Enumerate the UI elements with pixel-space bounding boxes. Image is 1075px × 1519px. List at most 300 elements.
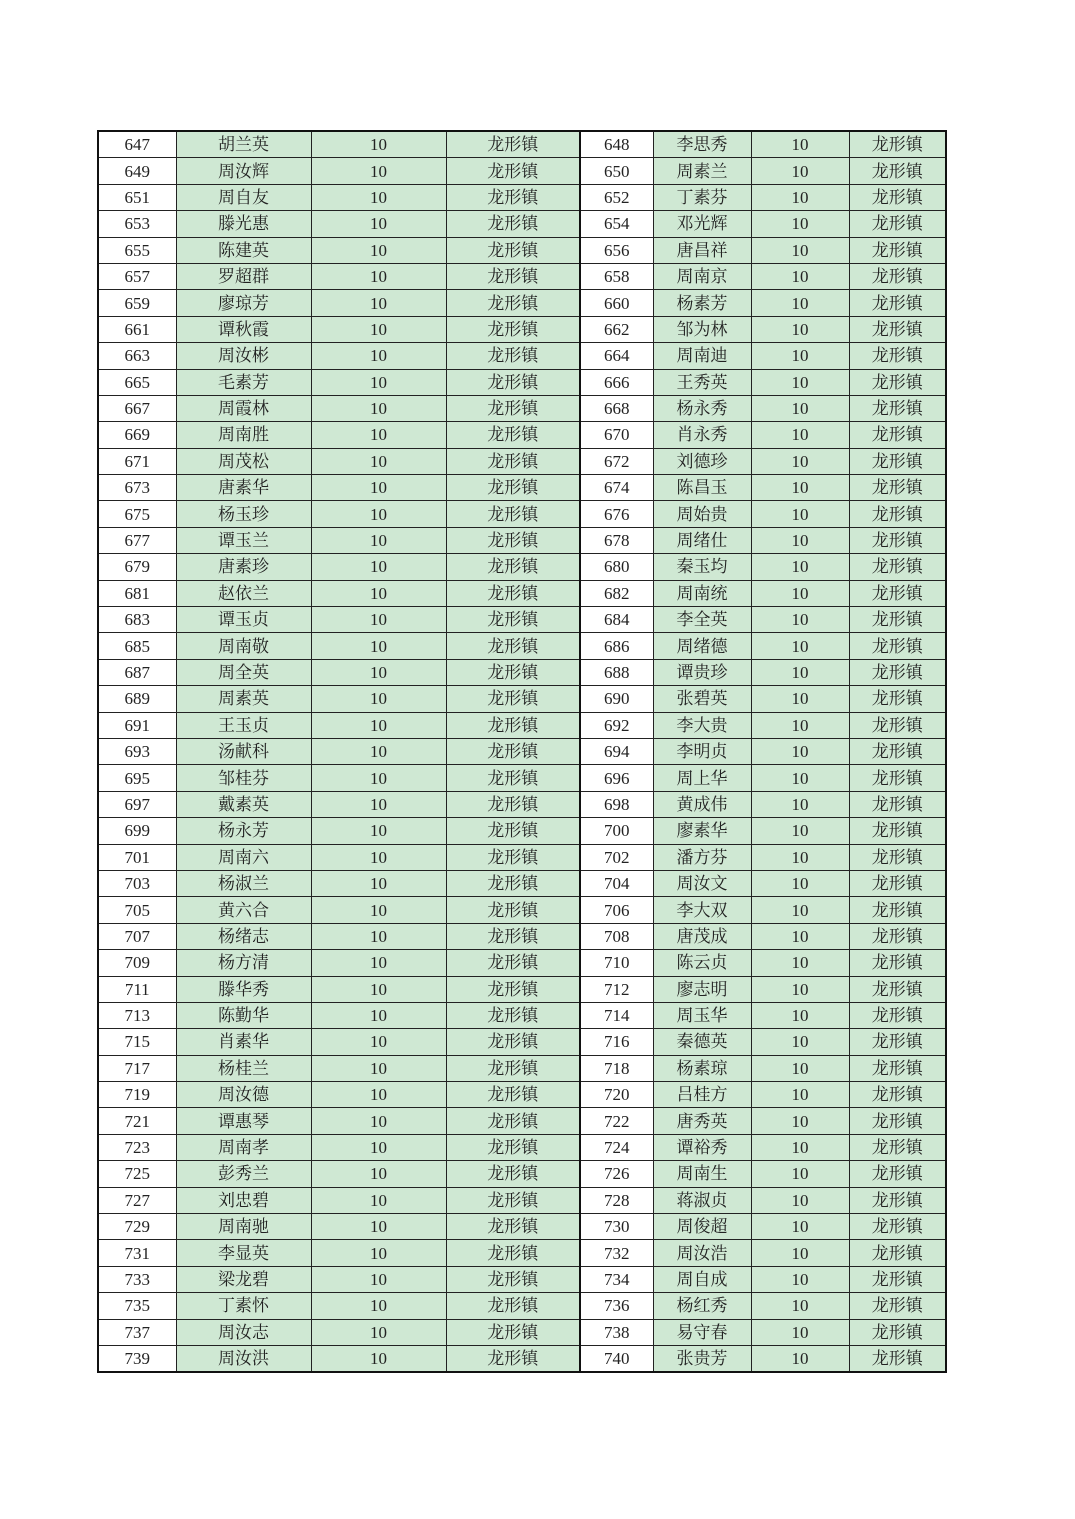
left-amount-cell: 10 <box>311 1319 446 1345</box>
right-amount-cell: 10 <box>751 1240 849 1266</box>
left-person-name-cell: 杨永芳 <box>176 818 311 844</box>
left-person-name-cell: 周汝彬 <box>176 343 311 369</box>
right-amount-cell: 10 <box>751 1002 849 1028</box>
right-row-number-cell: 680 <box>580 554 653 580</box>
left-town-cell: 龙形镇 <box>446 791 580 817</box>
left-amount-cell: 10 <box>311 343 446 369</box>
right-row-number-cell: 716 <box>580 1029 653 1055</box>
left-town-cell: 龙形镇 <box>446 184 580 210</box>
left-row-number-cell: 721 <box>98 1108 176 1134</box>
table-row <box>98 1002 946 1028</box>
table-row <box>98 633 946 659</box>
left-row-number-cell: 677 <box>98 527 176 553</box>
left-town-cell: 龙形镇 <box>446 211 580 237</box>
left-town-cell: 龙形镇 <box>446 633 580 659</box>
right-town-cell: 龙形镇 <box>849 659 946 685</box>
right-person-name-cell: 廖志明 <box>653 976 751 1002</box>
right-person-name-cell: 周俊超 <box>653 1214 751 1240</box>
left-town-cell: 龙形镇 <box>446 1293 580 1319</box>
left-row-number-cell: 675 <box>98 501 176 527</box>
left-person-name-cell: 陈勤华 <box>176 1002 311 1028</box>
left-row-number-cell: 661 <box>98 316 176 342</box>
right-town-cell: 龙形镇 <box>849 923 946 949</box>
right-town-cell: 龙形镇 <box>849 844 946 870</box>
left-town-cell: 龙形镇 <box>446 158 580 184</box>
left-town-cell: 龙形镇 <box>446 422 580 448</box>
right-person-name-cell: 周汝浩 <box>653 1240 751 1266</box>
table-row <box>98 686 946 712</box>
left-amount-cell: 10 <box>311 897 446 923</box>
right-amount-cell: 10 <box>751 1214 849 1240</box>
right-amount-cell: 10 <box>751 290 849 316</box>
left-town-cell: 龙形镇 <box>446 501 580 527</box>
left-town-cell: 龙形镇 <box>446 1082 580 1108</box>
left-row-number-cell: 651 <box>98 184 176 210</box>
table-row <box>98 870 946 896</box>
left-town-cell: 龙形镇 <box>446 950 580 976</box>
left-row-number-cell: 719 <box>98 1082 176 1108</box>
left-person-name-cell: 周南驰 <box>176 1214 311 1240</box>
right-amount-cell: 10 <box>751 448 849 474</box>
left-row-number-cell: 649 <box>98 158 176 184</box>
left-person-name-cell: 周素英 <box>176 686 311 712</box>
right-town-cell: 龙形镇 <box>849 554 946 580</box>
table-row <box>98 1240 946 1266</box>
right-person-name-cell: 杨红秀 <box>653 1293 751 1319</box>
left-amount-cell: 10 <box>311 580 446 606</box>
left-town-cell: 龙形镇 <box>446 1266 580 1292</box>
left-town-cell: 龙形镇 <box>446 1319 580 1345</box>
left-town-cell: 龙形镇 <box>446 1002 580 1028</box>
right-row-number-cell: 650 <box>580 158 653 184</box>
left-town-cell: 龙形镇 <box>446 580 580 606</box>
left-row-number-cell: 697 <box>98 791 176 817</box>
left-town-cell: 龙形镇 <box>446 1187 580 1213</box>
right-town-cell: 龙形镇 <box>849 950 946 976</box>
left-person-name-cell: 罗超群 <box>176 263 311 289</box>
left-town-cell: 龙形镇 <box>446 1240 580 1266</box>
right-amount-cell: 10 <box>751 844 849 870</box>
table-row <box>98 158 946 184</box>
left-person-name-cell: 肖素华 <box>176 1029 311 1055</box>
right-person-name-cell: 周南京 <box>653 263 751 289</box>
right-amount-cell: 10 <box>751 633 849 659</box>
right-amount-cell: 10 <box>751 1293 849 1319</box>
right-row-number-cell: 674 <box>580 475 653 501</box>
right-amount-cell: 10 <box>751 554 849 580</box>
right-amount-cell: 10 <box>751 712 849 738</box>
right-amount-cell: 10 <box>751 1266 849 1292</box>
left-town-cell: 龙形镇 <box>446 369 580 395</box>
table-row <box>98 316 946 342</box>
left-town-cell: 龙形镇 <box>446 237 580 263</box>
right-town-cell: 龙形镇 <box>849 501 946 527</box>
right-amount-cell: 10 <box>751 870 849 896</box>
right-town-cell: 龙形镇 <box>849 1319 946 1345</box>
right-town-cell: 龙形镇 <box>849 1055 946 1081</box>
left-row-number-cell: 705 <box>98 897 176 923</box>
right-person-name-cell: 周绪德 <box>653 633 751 659</box>
right-row-number-cell: 728 <box>580 1187 653 1213</box>
left-town-cell: 龙形镇 <box>446 738 580 764</box>
left-person-name-cell: 谭玉贞 <box>176 607 311 633</box>
left-amount-cell: 10 <box>311 422 446 448</box>
left-row-number-cell: 701 <box>98 844 176 870</box>
left-row-number-cell: 685 <box>98 633 176 659</box>
left-person-name-cell: 周汝德 <box>176 1082 311 1108</box>
left-town-cell: 龙形镇 <box>446 395 580 421</box>
left-town-cell: 龙形镇 <box>446 475 580 501</box>
left-row-number-cell: 717 <box>98 1055 176 1081</box>
left-town-cell: 龙形镇 <box>446 1134 580 1160</box>
right-row-number-cell: 722 <box>580 1108 653 1134</box>
right-amount-cell: 10 <box>751 791 849 817</box>
right-person-name-cell: 陈昌玉 <box>653 475 751 501</box>
table-row <box>98 712 946 738</box>
left-person-name-cell: 周茂松 <box>176 448 311 474</box>
right-town-cell: 龙形镇 <box>849 1082 946 1108</box>
left-town-cell: 龙形镇 <box>446 659 580 685</box>
right-row-number-cell: 708 <box>580 923 653 949</box>
right-town-cell: 龙形镇 <box>849 184 946 210</box>
right-row-number-cell: 704 <box>580 870 653 896</box>
right-person-name-cell: 谭裕秀 <box>653 1134 751 1160</box>
right-town-cell: 龙形镇 <box>849 738 946 764</box>
roster-body <box>98 131 946 1372</box>
right-town-cell: 龙形镇 <box>849 316 946 342</box>
table-row <box>98 950 946 976</box>
left-amount-cell: 10 <box>311 686 446 712</box>
left-amount-cell: 10 <box>311 290 446 316</box>
right-row-number-cell: 686 <box>580 633 653 659</box>
right-amount-cell: 10 <box>751 527 849 553</box>
right-person-name-cell: 周南生 <box>653 1161 751 1187</box>
left-town-cell: 龙形镇 <box>446 686 580 712</box>
left-person-name-cell: 李显英 <box>176 1240 311 1266</box>
left-row-number-cell: 665 <box>98 369 176 395</box>
left-person-name-cell: 邹桂芬 <box>176 765 311 791</box>
left-town-cell: 龙形镇 <box>446 131 580 158</box>
left-row-number-cell: 737 <box>98 1319 176 1345</box>
right-row-number-cell: 676 <box>580 501 653 527</box>
right-town-cell: 龙形镇 <box>849 765 946 791</box>
left-row-number-cell: 667 <box>98 395 176 421</box>
left-amount-cell: 10 <box>311 791 446 817</box>
left-amount-cell: 10 <box>311 765 446 791</box>
right-person-name-cell: 刘德珍 <box>653 448 751 474</box>
left-town-cell: 龙形镇 <box>446 316 580 342</box>
left-town-cell: 龙形镇 <box>446 870 580 896</box>
right-town-cell: 龙形镇 <box>849 475 946 501</box>
right-town-cell: 龙形镇 <box>849 343 946 369</box>
right-town-cell: 龙形镇 <box>849 633 946 659</box>
right-amount-cell: 10 <box>751 395 849 421</box>
right-row-number-cell: 648 <box>580 131 653 158</box>
table-row <box>98 844 946 870</box>
right-amount-cell: 10 <box>751 923 849 949</box>
right-amount-cell: 10 <box>751 1055 849 1081</box>
left-amount-cell: 10 <box>311 211 446 237</box>
right-row-number-cell: 734 <box>580 1266 653 1292</box>
table-row <box>98 1187 946 1213</box>
left-town-cell: 龙形镇 <box>446 554 580 580</box>
left-amount-cell: 10 <box>311 131 446 158</box>
right-row-number-cell: 740 <box>580 1345 653 1372</box>
right-row-number-cell: 652 <box>580 184 653 210</box>
right-person-name-cell: 易守春 <box>653 1319 751 1345</box>
left-town-cell: 龙形镇 <box>446 844 580 870</box>
left-person-name-cell: 刘忠碧 <box>176 1187 311 1213</box>
table-row <box>98 1055 946 1081</box>
right-amount-cell: 10 <box>751 607 849 633</box>
left-amount-cell: 10 <box>311 1055 446 1081</box>
left-person-name-cell: 杨淑兰 <box>176 870 311 896</box>
left-row-number-cell: 657 <box>98 263 176 289</box>
right-row-number-cell: 730 <box>580 1214 653 1240</box>
right-town-cell: 龙形镇 <box>849 237 946 263</box>
table-row <box>98 1134 946 1160</box>
right-row-number-cell: 668 <box>580 395 653 421</box>
right-person-name-cell: 周南迪 <box>653 343 751 369</box>
right-row-number-cell: 700 <box>580 818 653 844</box>
left-row-number-cell: 659 <box>98 290 176 316</box>
right-person-name-cell: 李思秀 <box>653 131 751 158</box>
right-row-number-cell: 662 <box>580 316 653 342</box>
left-person-name-cell: 杨绪志 <box>176 923 311 949</box>
right-row-number-cell: 736 <box>580 1293 653 1319</box>
left-amount-cell: 10 <box>311 870 446 896</box>
right-person-name-cell: 肖永秀 <box>653 422 751 448</box>
right-town-cell: 龙形镇 <box>849 686 946 712</box>
table-row <box>98 1108 946 1134</box>
right-town-cell: 龙形镇 <box>849 607 946 633</box>
left-amount-cell: 10 <box>311 184 446 210</box>
right-town-cell: 龙形镇 <box>849 580 946 606</box>
left-person-name-cell: 谭玉兰 <box>176 527 311 553</box>
right-town-cell: 龙形镇 <box>849 1029 946 1055</box>
left-row-number-cell: 733 <box>98 1266 176 1292</box>
left-person-name-cell: 周霞林 <box>176 395 311 421</box>
right-row-number-cell: 732 <box>580 1240 653 1266</box>
left-amount-cell: 10 <box>311 527 446 553</box>
right-town-cell: 龙形镇 <box>849 1161 946 1187</box>
left-row-number-cell: 699 <box>98 818 176 844</box>
table-row <box>98 554 946 580</box>
left-person-name-cell: 戴素英 <box>176 791 311 817</box>
left-person-name-cell: 黄六合 <box>176 897 311 923</box>
right-person-name-cell: 唐秀英 <box>653 1108 751 1134</box>
table-row <box>98 131 946 158</box>
table-row <box>98 738 946 764</box>
left-town-cell: 龙形镇 <box>446 1345 580 1372</box>
right-amount-cell: 10 <box>751 1029 849 1055</box>
left-amount-cell: 10 <box>311 1108 446 1134</box>
left-town-cell: 龙形镇 <box>446 448 580 474</box>
right-town-cell: 龙形镇 <box>849 897 946 923</box>
left-amount-cell: 10 <box>311 1187 446 1213</box>
left-person-name-cell: 周汝辉 <box>176 158 311 184</box>
right-town-cell: 龙形镇 <box>849 1345 946 1372</box>
right-amount-cell: 10 <box>751 897 849 923</box>
left-row-number-cell: 689 <box>98 686 176 712</box>
table-row <box>98 290 946 316</box>
right-town-cell: 龙形镇 <box>849 395 946 421</box>
right-town-cell: 龙形镇 <box>849 976 946 1002</box>
right-amount-cell: 10 <box>751 422 849 448</box>
left-town-cell: 龙形镇 <box>446 1214 580 1240</box>
left-amount-cell: 10 <box>311 1002 446 1028</box>
right-amount-cell: 10 <box>751 343 849 369</box>
right-person-name-cell: 陈云贞 <box>653 950 751 976</box>
left-person-name-cell: 谭惠琴 <box>176 1108 311 1134</box>
left-row-number-cell: 683 <box>98 607 176 633</box>
table-row <box>98 237 946 263</box>
left-amount-cell: 10 <box>311 923 446 949</box>
left-amount-cell: 10 <box>311 158 446 184</box>
right-person-name-cell: 秦玉均 <box>653 554 751 580</box>
table-row <box>98 1029 946 1055</box>
right-amount-cell: 10 <box>751 1108 849 1134</box>
left-person-name-cell: 廖琼芳 <box>176 290 311 316</box>
left-amount-cell: 10 <box>311 738 446 764</box>
left-row-number-cell: 729 <box>98 1214 176 1240</box>
right-person-name-cell: 周玉华 <box>653 1002 751 1028</box>
left-amount-cell: 10 <box>311 607 446 633</box>
left-row-number-cell: 723 <box>98 1134 176 1160</box>
right-town-cell: 龙形镇 <box>849 818 946 844</box>
right-amount-cell: 10 <box>751 263 849 289</box>
right-row-number-cell: 712 <box>580 976 653 1002</box>
table-row <box>98 607 946 633</box>
left-person-name-cell: 周南胜 <box>176 422 311 448</box>
table-row <box>98 659 946 685</box>
left-amount-cell: 10 <box>311 395 446 421</box>
right-row-number-cell: 720 <box>580 1082 653 1108</box>
left-amount-cell: 10 <box>311 659 446 685</box>
right-person-name-cell: 杨永秀 <box>653 395 751 421</box>
right-row-number-cell: 690 <box>580 686 653 712</box>
left-row-number-cell: 739 <box>98 1345 176 1372</box>
left-amount-cell: 10 <box>311 554 446 580</box>
left-row-number-cell: 679 <box>98 554 176 580</box>
left-person-name-cell: 胡兰英 <box>176 131 311 158</box>
right-town-cell: 龙形镇 <box>849 1108 946 1134</box>
table-row <box>98 1345 946 1372</box>
left-amount-cell: 10 <box>311 475 446 501</box>
right-person-name-cell: 周绪仕 <box>653 527 751 553</box>
right-row-number-cell: 654 <box>580 211 653 237</box>
table-row <box>98 818 946 844</box>
left-amount-cell: 10 <box>311 1161 446 1187</box>
left-row-number-cell: 663 <box>98 343 176 369</box>
table-row <box>98 976 946 1002</box>
right-town-cell: 龙形镇 <box>849 1214 946 1240</box>
right-amount-cell: 10 <box>751 1319 849 1345</box>
right-town-cell: 龙形镇 <box>849 211 946 237</box>
right-amount-cell: 10 <box>751 1187 849 1213</box>
left-town-cell: 龙形镇 <box>446 818 580 844</box>
right-person-name-cell: 周汝文 <box>653 870 751 896</box>
left-amount-cell: 10 <box>311 844 446 870</box>
roster-table <box>97 130 947 1373</box>
left-town-cell: 龙形镇 <box>446 897 580 923</box>
right-town-cell: 龙形镇 <box>849 1240 946 1266</box>
right-person-name-cell: 杨素芳 <box>653 290 751 316</box>
right-town-cell: 龙形镇 <box>849 1266 946 1292</box>
left-amount-cell: 10 <box>311 448 446 474</box>
right-amount-cell: 10 <box>751 475 849 501</box>
table-row <box>98 448 946 474</box>
left-amount-cell: 10 <box>311 1134 446 1160</box>
table-row <box>98 395 946 421</box>
table-row <box>98 211 946 237</box>
left-person-name-cell: 唐素珍 <box>176 554 311 580</box>
left-amount-cell: 10 <box>311 1345 446 1372</box>
right-row-number-cell: 688 <box>580 659 653 685</box>
table-row <box>98 527 946 553</box>
table-row <box>98 369 946 395</box>
left-amount-cell: 10 <box>311 1082 446 1108</box>
left-person-name-cell: 陈建英 <box>176 237 311 263</box>
right-person-name-cell: 李明贞 <box>653 738 751 764</box>
left-amount-cell: 10 <box>311 1029 446 1055</box>
right-amount-cell: 10 <box>751 369 849 395</box>
left-person-name-cell: 周南孝 <box>176 1134 311 1160</box>
right-row-number-cell: 738 <box>580 1319 653 1345</box>
left-amount-cell: 10 <box>311 1214 446 1240</box>
right-town-cell: 龙形镇 <box>849 712 946 738</box>
right-amount-cell: 10 <box>751 1134 849 1160</box>
right-row-number-cell: 682 <box>580 580 653 606</box>
left-row-number-cell: 681 <box>98 580 176 606</box>
left-person-name-cell: 王玉贞 <box>176 712 311 738</box>
left-town-cell: 龙形镇 <box>446 1029 580 1055</box>
table-row <box>98 475 946 501</box>
right-town-cell: 龙形镇 <box>849 1187 946 1213</box>
left-town-cell: 龙形镇 <box>446 1108 580 1134</box>
right-person-name-cell: 王秀英 <box>653 369 751 395</box>
right-town-cell: 龙形镇 <box>849 290 946 316</box>
table-row <box>98 765 946 791</box>
right-amount-cell: 10 <box>751 765 849 791</box>
right-person-name-cell: 周自成 <box>653 1266 751 1292</box>
right-town-cell: 龙形镇 <box>849 527 946 553</box>
right-amount-cell: 10 <box>751 659 849 685</box>
right-town-cell: 龙形镇 <box>849 158 946 184</box>
right-person-name-cell: 谭贵珍 <box>653 659 751 685</box>
right-row-number-cell: 670 <box>580 422 653 448</box>
right-row-number-cell: 696 <box>580 765 653 791</box>
right-amount-cell: 10 <box>751 131 849 158</box>
right-town-cell: 龙形镇 <box>849 263 946 289</box>
left-person-name-cell: 杨桂兰 <box>176 1055 311 1081</box>
right-amount-cell: 10 <box>751 158 849 184</box>
left-row-number-cell: 691 <box>98 712 176 738</box>
left-row-number-cell: 731 <box>98 1240 176 1266</box>
left-town-cell: 龙形镇 <box>446 1055 580 1081</box>
left-row-number-cell: 669 <box>98 422 176 448</box>
table-row <box>98 1214 946 1240</box>
left-row-number-cell: 655 <box>98 237 176 263</box>
left-row-number-cell: 647 <box>98 131 176 158</box>
right-town-cell: 龙形镇 <box>849 1134 946 1160</box>
right-amount-cell: 10 <box>751 184 849 210</box>
right-person-name-cell: 邹为林 <box>653 316 751 342</box>
right-town-cell: 龙形镇 <box>849 791 946 817</box>
right-person-name-cell: 蒋淑贞 <box>653 1187 751 1213</box>
left-person-name-cell: 周自友 <box>176 184 311 210</box>
table-row <box>98 343 946 369</box>
